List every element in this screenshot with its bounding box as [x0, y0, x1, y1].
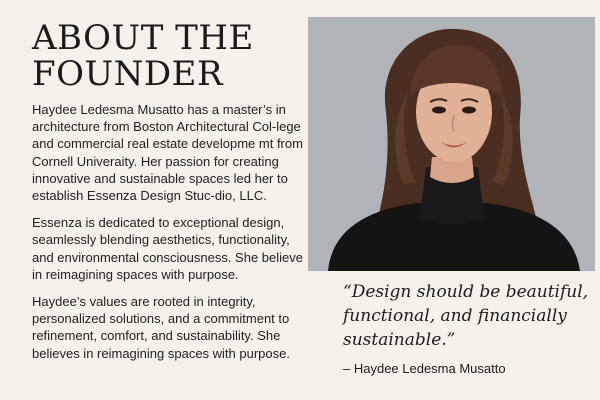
portrait-illustration	[308, 17, 595, 271]
founder-portrait	[308, 17, 595, 271]
quote-line-1: “Design should be beautiful,	[343, 282, 589, 302]
bio-paragraph-2: Essenza is dedicated to exceptional design, seamlessly blending aesthetics, functionality, and environmental consciousness. She believe in reimagining spaces with purpose.	[32, 215, 304, 282]
quote-attribution: – Haydee Ledesma Musatto	[343, 361, 506, 376]
bio-paragraph-3: Haydee’s values are rooted in integrity, personalized solutions, and a commitment to refinement, comfort, and sustainability. She believes in reimagining spaces with purpose.	[32, 294, 290, 361]
quote-line-3: sustainable.”	[343, 330, 456, 350]
page-title	[32, 20, 310, 92]
portrait-right-eye	[462, 107, 476, 114]
founder-bio-column	[32, 20, 310, 372]
founder-quote	[343, 280, 589, 352]
page-title-line-2: FOUNDER	[32, 54, 224, 94]
portrait-left-eye	[432, 107, 446, 114]
page-title-line-1: ABOUT THE	[32, 18, 254, 58]
bio-paragraph-1: Haydee Ledesma Musatto has a master’s in architecture from Boston Architectural Col-lege and commercial real estate developme mt from Cornell Univeraity. Her passion for creating innovative and sustainable spaces led her to establish Essenza Design Stuc-dio, LLC.	[32, 102, 303, 204]
quote-line-2: functional, and financially	[343, 306, 567, 326]
